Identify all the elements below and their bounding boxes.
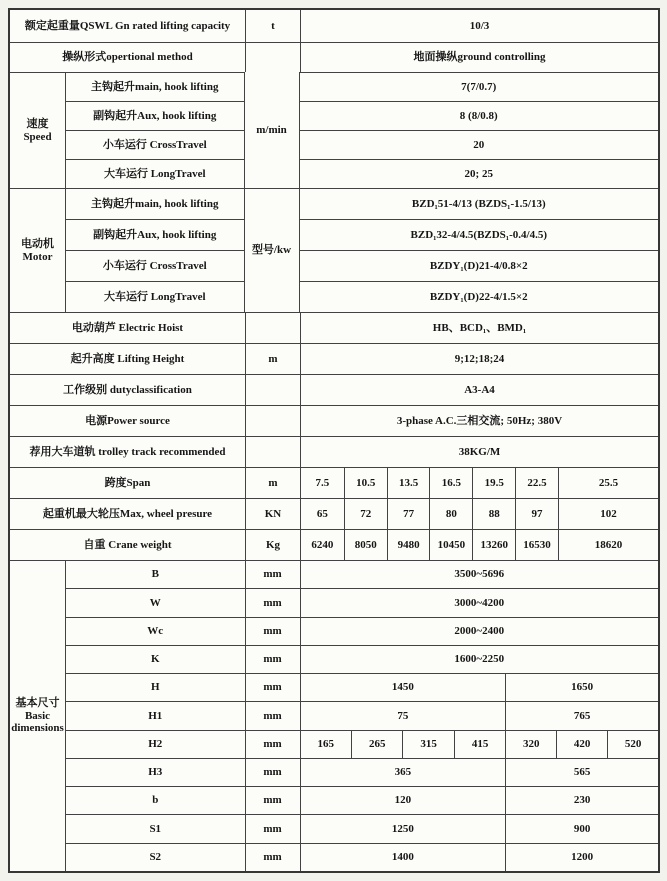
value-cell: 9;12;18;24 xyxy=(300,344,658,374)
value-cell: 16530 xyxy=(515,530,558,560)
dim-row-h3 xyxy=(66,758,658,786)
group-line: 电动机 xyxy=(21,237,54,250)
value-cell: 765 xyxy=(505,702,658,729)
label-cell: 小车运行 CrossTravel xyxy=(66,250,244,281)
label-cell: S2 xyxy=(149,850,162,863)
unit-cell: mm xyxy=(245,702,300,729)
label-cell: 跨度Span xyxy=(104,476,151,489)
value-cell: 102 xyxy=(558,499,658,529)
value-cell: 20; 25 xyxy=(300,159,659,188)
row-rated-capacity xyxy=(10,10,658,42)
span-values xyxy=(300,468,658,498)
section-basic-dimensions xyxy=(10,560,658,871)
value-cell: 2000~2400 xyxy=(454,624,505,637)
label-cell: 大车运行 LongTravel xyxy=(66,159,244,188)
unit-cell xyxy=(245,375,300,405)
unit-cell: KN xyxy=(245,499,300,529)
label-cell: 电动葫芦 Electric Hoist xyxy=(71,321,184,334)
value-cell: 1450 xyxy=(391,681,414,694)
unit-cell: 型号/kw xyxy=(244,189,299,312)
label-cell: H1 xyxy=(148,709,163,722)
value-cell: 7.5 xyxy=(315,476,330,489)
dim-row-s1 xyxy=(66,814,658,842)
value-cell: 80 xyxy=(429,499,472,529)
value-cell: 10450 xyxy=(429,530,472,560)
motor-labels xyxy=(65,189,244,312)
row-wheel-pressure xyxy=(10,498,658,529)
unit-cell: mm xyxy=(245,589,300,616)
row-operational-method xyxy=(10,42,658,72)
value-cell: 22.5 xyxy=(515,468,558,498)
group-label-motor xyxy=(10,189,65,312)
value-cell: 165 xyxy=(317,737,334,750)
group-line: 速度 xyxy=(26,117,49,130)
dim-row-s2 xyxy=(66,843,658,871)
row-electric-hoist xyxy=(10,312,658,343)
value-cell: BZD₁51-4/13 (BZDS₁-1.5/13) xyxy=(411,197,546,210)
dim-row-h2 xyxy=(66,730,658,758)
unit-cell: mm xyxy=(245,731,300,758)
row-lifting-height xyxy=(10,343,658,374)
label-cell: Wc xyxy=(147,624,164,637)
group-line: Basic xyxy=(24,709,51,722)
dim-row-w xyxy=(66,588,658,616)
value-cell: 25.5 xyxy=(558,468,658,498)
unit-cell: mm xyxy=(245,787,300,814)
label-cell: 副钩起升Aux, hook lifting xyxy=(66,101,244,130)
value-cell: 65 xyxy=(316,507,328,520)
value-cell: 77 xyxy=(387,499,430,529)
dim-row-wc xyxy=(66,617,658,645)
value-cell: A3-A4 xyxy=(300,375,658,405)
row-duty-classification xyxy=(10,374,658,405)
label-cell: S1 xyxy=(149,822,162,835)
label-cell: H3 xyxy=(148,766,163,779)
value-cell: 72 xyxy=(344,499,387,529)
value-cell: HB、BCD₁、BMD₁ xyxy=(300,313,658,343)
value-cell: 320 xyxy=(523,737,540,750)
value-cell: 8050 xyxy=(344,530,387,560)
value-cell: BZD₁32-4/4.5(BZDS₁-0.4/4.5) xyxy=(300,219,659,250)
row-power-source xyxy=(10,405,658,436)
label-cell: 大车运行 LongTravel xyxy=(66,281,244,312)
row-crane-weight xyxy=(10,529,658,560)
speed-values xyxy=(299,72,659,188)
unit-cell: mm xyxy=(245,674,300,701)
label-cell: 起升高度 Lifting Height xyxy=(70,352,185,365)
motor-values xyxy=(299,189,659,312)
value-cell: 1400 xyxy=(391,850,414,863)
unit-cell xyxy=(245,437,300,467)
spec-table xyxy=(8,8,660,873)
value-cell: 13260 xyxy=(472,530,515,560)
label-cell: H2 xyxy=(148,737,163,750)
dim-row-h1 xyxy=(66,701,658,729)
weight-values xyxy=(300,530,658,560)
unit-cell xyxy=(245,313,300,343)
value-cell: 10.5 xyxy=(344,468,387,498)
value-cell: 7(7/0.7) xyxy=(461,80,497,93)
unit-cell: Kg xyxy=(245,530,300,560)
value-cell: BZDY₁(D)22-4/1.5×2 xyxy=(300,281,659,312)
label-cell: 主钩起升main, hook lifting xyxy=(91,80,219,93)
label-cell: 主钩起升main, hook lifting xyxy=(91,197,219,210)
dim-row-b-small xyxy=(66,786,658,814)
unit-cell: m xyxy=(245,344,300,374)
value-cell: 97 xyxy=(515,499,558,529)
value-cell: 9480 xyxy=(387,530,430,560)
value-cell: 88 xyxy=(472,499,515,529)
label-cell: 小车运行 CrossTravel xyxy=(66,130,244,159)
group-line: 基本尺寸 xyxy=(15,697,60,710)
unit-cell: m xyxy=(245,468,300,498)
value-cell: 365 xyxy=(394,766,412,779)
label-cell: 额定起重量QSWL Gn rated lifting capacity xyxy=(24,19,231,32)
dim-row-b-cap xyxy=(66,561,658,588)
label-cell: 电源Power source xyxy=(85,414,170,427)
label-cell: B xyxy=(151,568,159,581)
value-cell: 230 xyxy=(505,787,658,814)
label-cell: W xyxy=(149,596,161,609)
value-cell: 3500~5696 xyxy=(454,568,505,581)
group-line: Speed xyxy=(23,130,52,143)
unit-cell: m/min xyxy=(244,72,299,188)
label-cell: H xyxy=(150,681,160,694)
value-cell: 6240 xyxy=(311,538,334,551)
value-cell: 16.5 xyxy=(429,468,472,498)
value-cell: 315 xyxy=(402,731,453,758)
value-cell: 75 xyxy=(397,709,409,722)
value-cell: 3000~4200 xyxy=(454,596,505,609)
label-cell: 自重 Crane weight xyxy=(83,538,172,551)
value-cell: 265 xyxy=(351,731,402,758)
group-label-speed xyxy=(10,72,65,188)
label-cell: 起重机最大轮压Max, wheel presure xyxy=(42,507,213,520)
value-cell: 13.5 xyxy=(387,468,430,498)
group-label-dimensions xyxy=(10,561,65,871)
label-cell: 工作级别 dutyclassification xyxy=(63,383,192,396)
label-cell: 操纵形式opertional method xyxy=(62,51,193,64)
value-cell: 38KG/M xyxy=(300,437,658,467)
value-cell: 8 (8/0.8) xyxy=(300,101,659,130)
dimension-rows xyxy=(65,561,658,871)
value-cell: 地面操纵ground controlling xyxy=(300,43,658,72)
unit-cell: mm xyxy=(245,561,300,588)
unit-cell: mm xyxy=(245,618,300,645)
section-motor xyxy=(10,188,658,312)
unit-cell: mm xyxy=(245,646,300,673)
value-cell: 565 xyxy=(505,759,658,786)
unit-cell xyxy=(245,406,300,436)
value-cell: 1650 xyxy=(505,674,658,701)
value-cell: 1600~2250 xyxy=(454,653,505,666)
value-cell: 1250 xyxy=(391,822,414,835)
wheel-values xyxy=(300,499,658,529)
dim-row-k xyxy=(66,645,658,673)
value-cell: 1200 xyxy=(505,844,658,871)
label-cell: b xyxy=(152,794,159,807)
value-cell: 20 xyxy=(300,130,659,159)
unit-cell: t xyxy=(245,10,300,42)
value-cell: 900 xyxy=(505,815,658,842)
value-cell: 415 xyxy=(454,731,505,758)
group-line: dimensions xyxy=(11,722,64,735)
row-span xyxy=(10,467,658,498)
label-cell: 副钩起升Aux, hook lifting xyxy=(66,219,244,250)
value-cell: 18620 xyxy=(558,530,658,560)
value-cell: 520 xyxy=(607,731,658,758)
value-cell: 420 xyxy=(556,731,607,758)
row-trolley-track xyxy=(10,436,658,467)
label-cell: 荐用大车道轨 trolley track recommended xyxy=(29,445,226,458)
label-cell: K xyxy=(150,653,160,666)
value-cell: 10/3 xyxy=(300,10,658,42)
unit-cell: mm xyxy=(245,759,300,786)
value-cell: 3-phase A.C.三相交流; 50Hz; 380V xyxy=(300,406,658,436)
dim-row-h xyxy=(66,673,658,701)
unit-cell: mm xyxy=(245,815,300,842)
value-cell: BZDY₁(D)21-4/0.8×2 xyxy=(300,250,659,281)
speed-labels xyxy=(65,72,244,188)
value-cell: 19.5 xyxy=(472,468,515,498)
unit-cell xyxy=(245,43,300,72)
group-line: Motor xyxy=(22,250,53,263)
unit-cell: mm xyxy=(245,844,300,871)
section-speed xyxy=(10,72,658,188)
value-cell: 120 xyxy=(394,794,412,807)
